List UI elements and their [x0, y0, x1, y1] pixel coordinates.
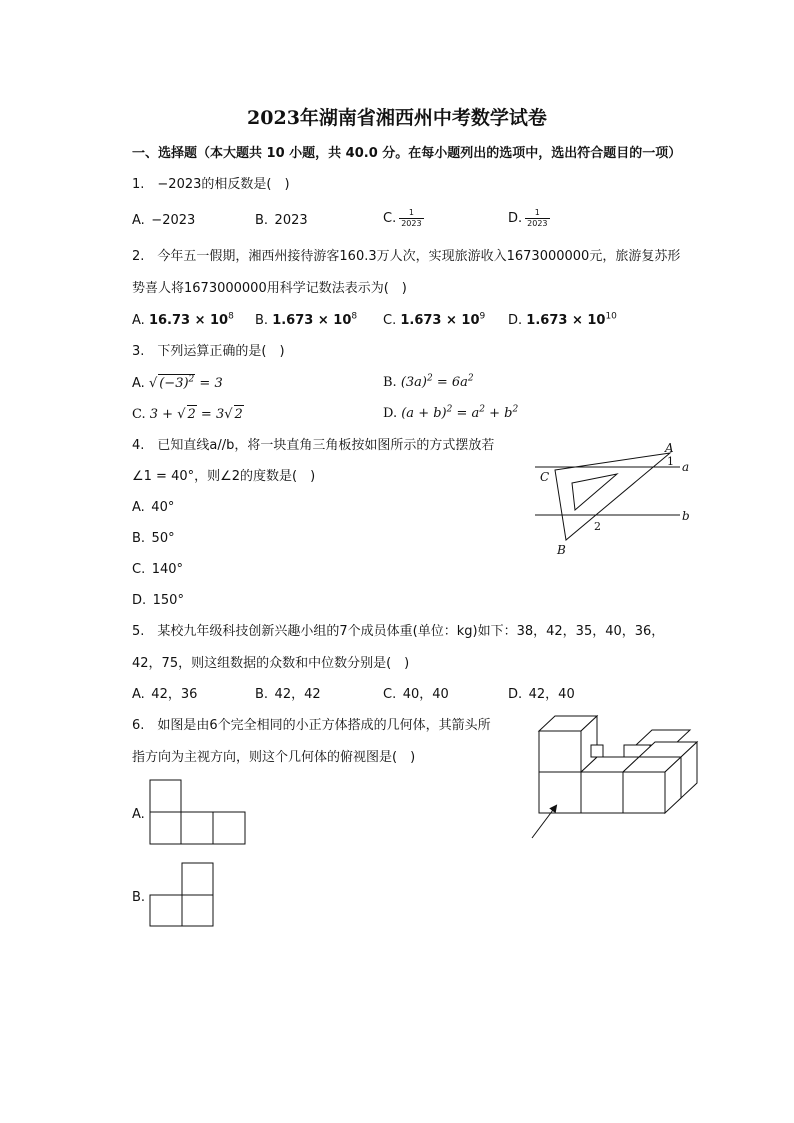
option-label: C.	[132, 407, 146, 422]
fraction-numerator: 1	[525, 208, 549, 219]
exponent: 2	[512, 404, 519, 415]
question-3-option-c: C. 3 + √ 2 = 3√ 2	[132, 407, 243, 422]
question-6-option-a-label: A.	[132, 807, 145, 822]
page-title: 2023年湖南省湘西州中考数学试卷	[247, 107, 547, 129]
fraction-numerator: 1	[399, 208, 423, 219]
option-label: B.	[255, 313, 269, 328]
equation-rhs: = a	[452, 406, 480, 421]
section-heading: 一、选择题（本大题共 10 小题，共 40.0 分。在每小题列出的选项中，选出符合题目的一项）	[132, 146, 682, 161]
option-label: B.	[383, 375, 397, 390]
grid-square	[150, 895, 182, 926]
equation-rhs: = 6a	[432, 375, 468, 390]
label-line-a: a	[682, 460, 690, 474]
label-point-a: A	[665, 441, 674, 455]
question-1-stem: 1. −2023的相反数是( )	[132, 177, 290, 192]
question-5-option-b: B. 42，42	[255, 687, 321, 702]
grid-square	[182, 863, 213, 895]
question-4-stem-line-2: ∠1 = 40°，则∠2的度数是( )	[132, 469, 316, 484]
question-4-option-a: A. 40°	[132, 500, 175, 515]
question-4-option-c: C. 140°	[132, 562, 184, 577]
option-value: 1.673 × 10	[526, 313, 606, 328]
option-label: C.	[383, 313, 397, 328]
grid-square	[182, 895, 213, 926]
question-4-option-d: D. 150°	[132, 593, 184, 608]
option-label: A.	[132, 376, 145, 391]
question-3-stem: 3. 下列运算正确的是( )	[132, 344, 285, 359]
equation-lhs: (3a)	[400, 375, 427, 390]
question-5-stem-line-2: 42，75，则这组数据的众数和中位数分别是( )	[132, 656, 410, 671]
label-angle-1: 1	[667, 455, 674, 468]
question-6-stem-line-2: 指方向为主视方向，则这个几何体的俯视图是( )	[132, 750, 416, 765]
label-point-c: C	[540, 470, 550, 484]
question-2-stem-line-1: 2. 今年五一假期，湘西州接待游客160.3万人次，实现旅游收入1673000000元，旅游复苏形	[132, 249, 681, 264]
question-6-stem-line-1: 6. 如图是由6个完全相同的小正方体搭成的几何体，其箭头所	[132, 718, 491, 733]
option-label: D.	[508, 313, 523, 328]
radicand-base: (−3)	[159, 376, 189, 391]
question-4-stem-line-1: 4. 已知直线a//b，将一块直角三角板按如图所示的方式摆放若	[132, 438, 495, 453]
equation-lhs: (a + b)	[401, 406, 447, 421]
question-5-option-c: C. 40，40	[383, 687, 449, 702]
equation-rhs: = 3	[196, 407, 225, 422]
label-angle-2: 2	[594, 520, 601, 533]
exponent: 9	[479, 311, 486, 322]
question-4-option-b: B. 50°	[132, 531, 175, 546]
exponent: 2	[479, 404, 485, 415]
question-5-stem-line-1: 5. 某校九年级科技创新兴趣小组的7个成员体重(单位：kg)如下：38，42，35，40，36，	[132, 624, 665, 639]
radicand: 2	[234, 407, 243, 422]
question-6-option-b-label: B.	[132, 890, 146, 905]
fraction-denominator: 2023	[527, 219, 548, 228]
label-line-b: b	[682, 509, 690, 523]
question-5-option-a: A. 42，36	[132, 687, 198, 702]
question-2-stem-line-2: 势喜人将1673000000用科学记数法表示为( )	[132, 281, 407, 296]
sqrt-symbol: √	[148, 376, 158, 391]
exponent: 2	[188, 374, 195, 385]
option-value: 1.673 × 10	[272, 313, 352, 328]
question-1-option-a: A. −2023	[132, 213, 196, 228]
option-value: 1.673 × 10	[400, 313, 480, 328]
option-label: D.	[508, 211, 523, 226]
option-label: C.	[383, 211, 397, 226]
option-value: 16.73 × 10	[148, 313, 229, 328]
exponent: 2	[446, 404, 453, 415]
exponent: 10	[605, 311, 617, 322]
exponent: 8	[351, 311, 358, 322]
exponent: 8	[228, 311, 234, 322]
exponent: 2	[427, 373, 433, 384]
exponent: 2	[467, 373, 474, 384]
option-label: D.	[383, 406, 398, 421]
label-point-b: B	[557, 543, 566, 557]
fraction-denominator: 2023	[401, 219, 422, 228]
equation-lhs: 3 +	[149, 407, 178, 422]
question-1-option-b: B. 2023	[255, 213, 308, 228]
equation-rhs: + b	[485, 406, 513, 421]
option-label: A.	[132, 313, 145, 328]
question-5-option-d: D. 42，40	[508, 687, 575, 702]
radicand: 2	[187, 407, 196, 422]
equation-rhs: = 3	[195, 376, 223, 391]
